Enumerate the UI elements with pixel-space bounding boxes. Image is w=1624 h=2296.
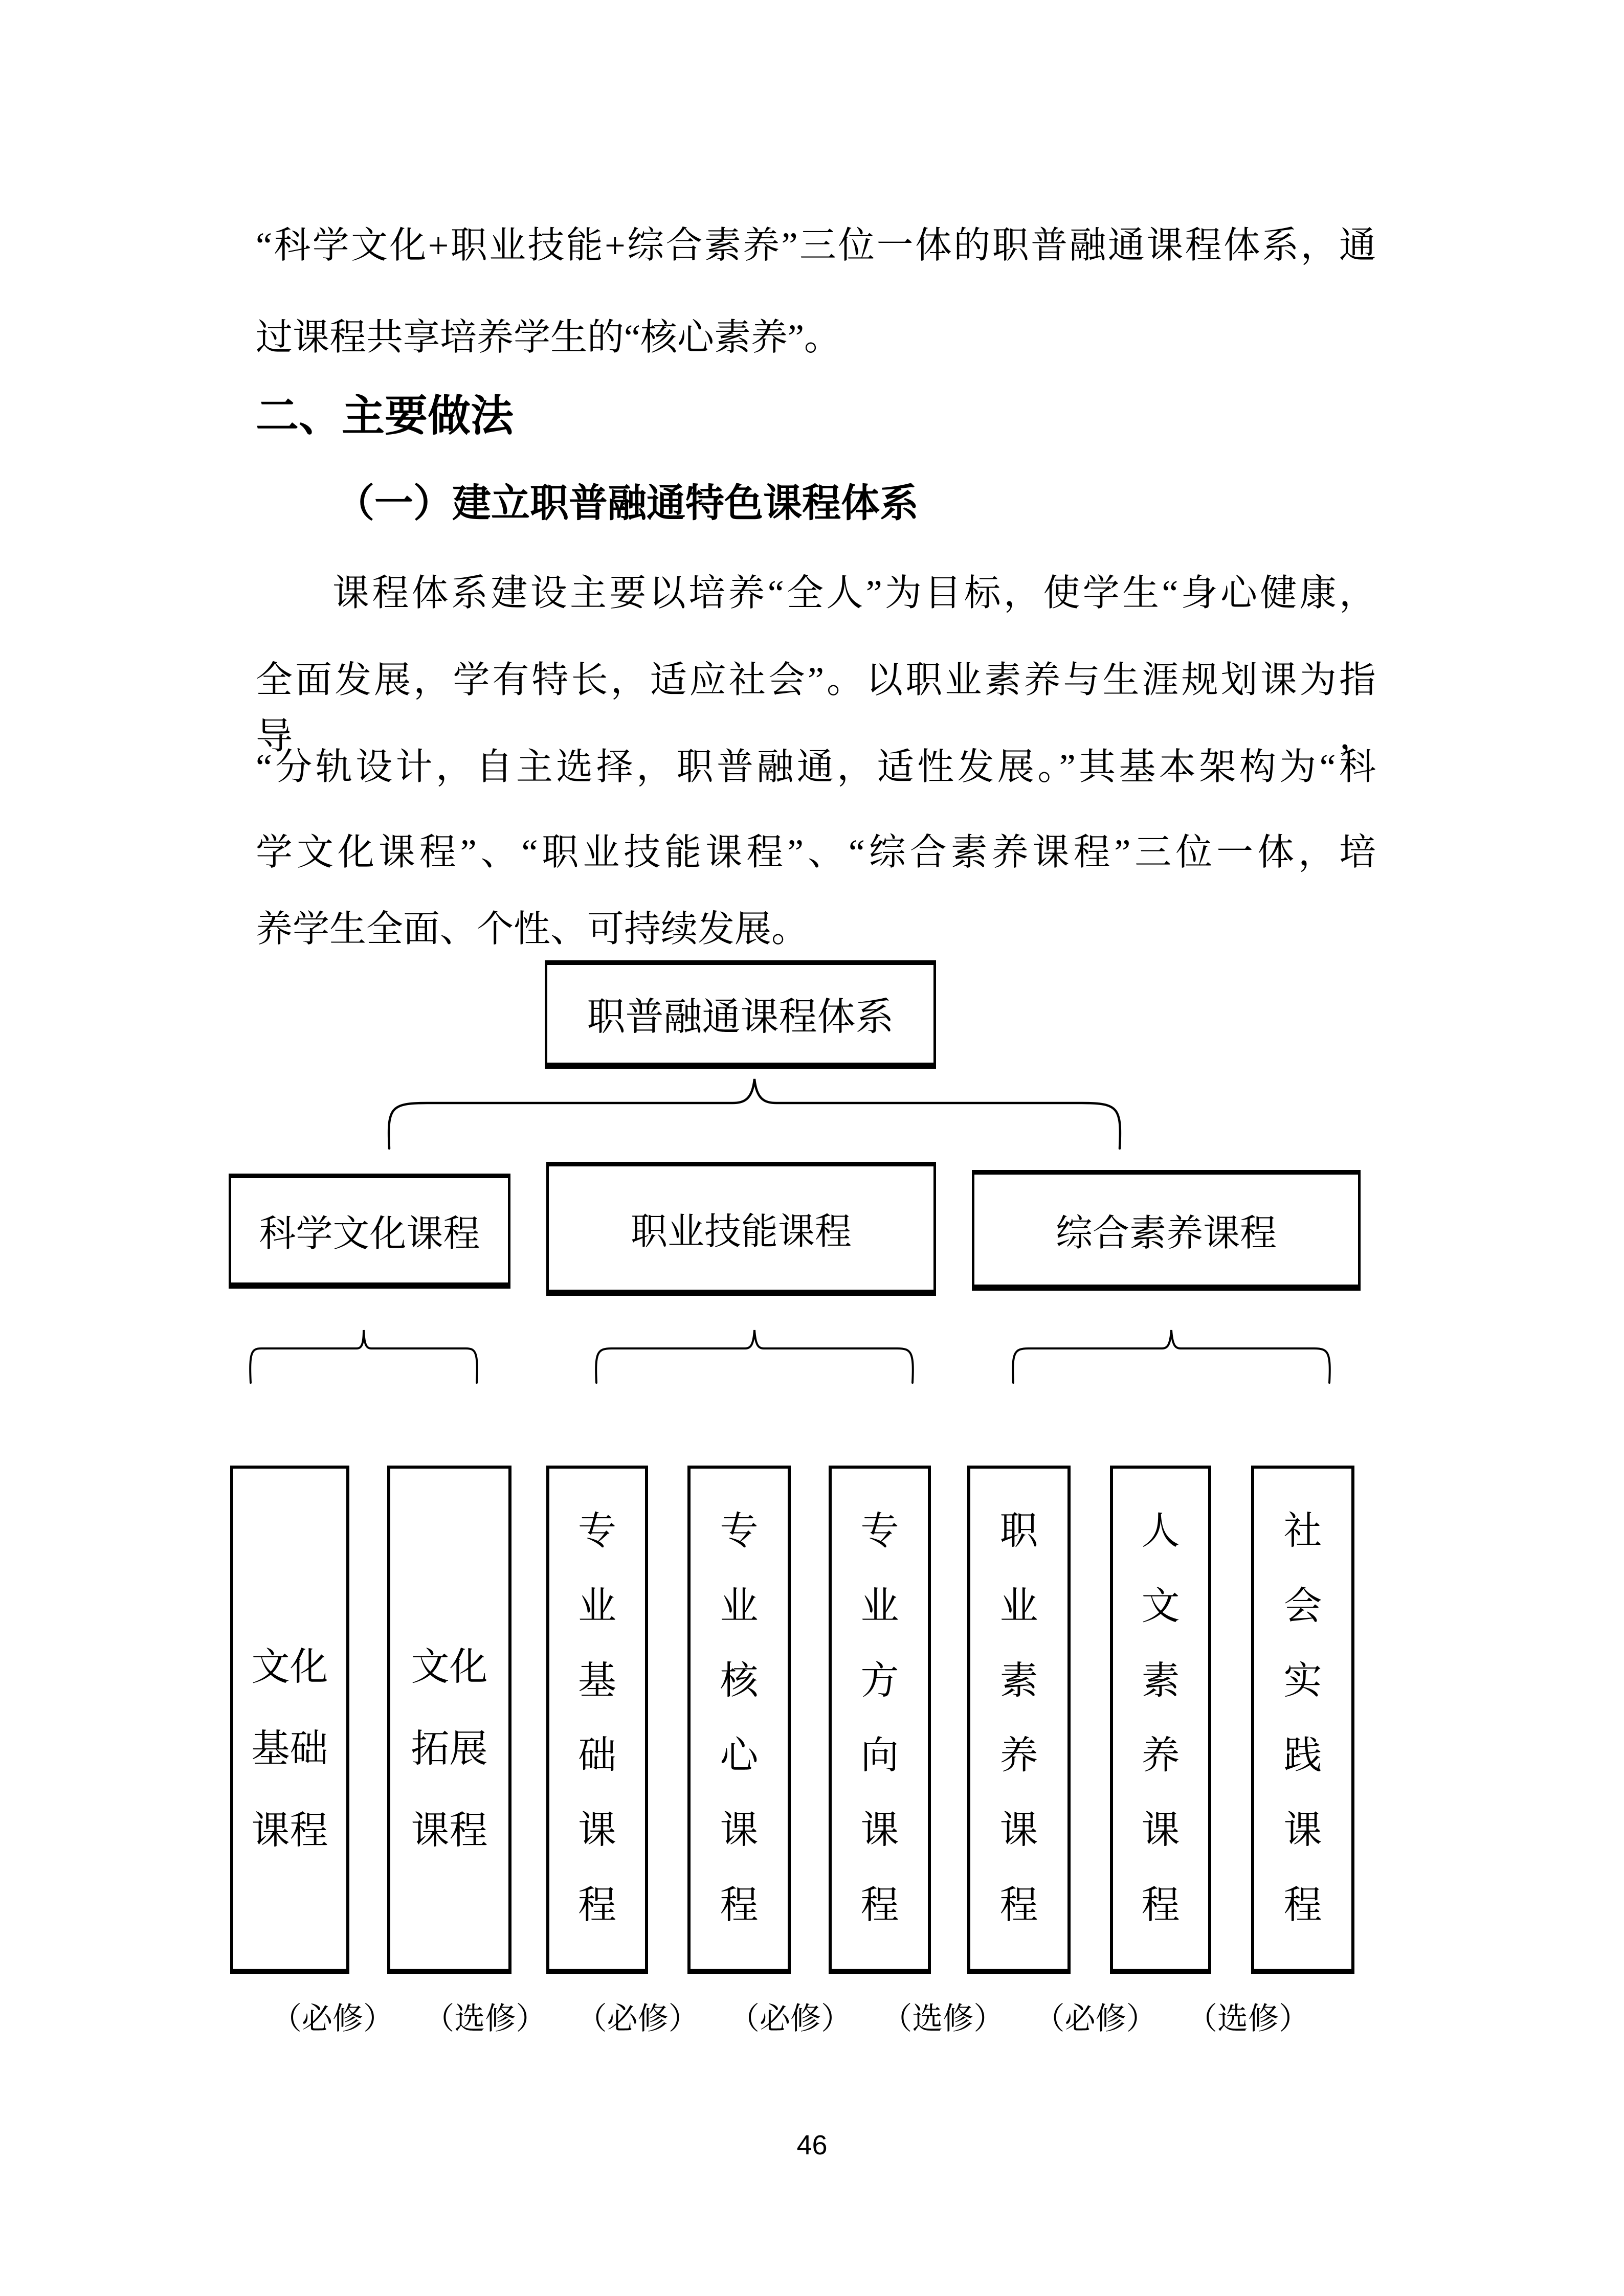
course-column	[829, 1466, 931, 1974]
column-text-line: 础	[577, 1735, 616, 1777]
course-column	[967, 1466, 1071, 1974]
course-tag: （必修）	[271, 2002, 394, 2036]
column-text-line: 文化	[251, 1646, 328, 1689]
column-text-line: 践	[1283, 1735, 1322, 1777]
course-tag: （选修）	[881, 2002, 1005, 2036]
column-text-line: 程	[720, 1884, 759, 1927]
column-text-line: 会	[1283, 1585, 1322, 1628]
course-column	[1251, 1466, 1354, 1974]
course-tag: （必修）	[1034, 2002, 1157, 2036]
column-text-line: 课	[860, 1809, 899, 1852]
course-column	[387, 1466, 511, 1974]
course-tag: （选修）	[424, 2002, 547, 2036]
branch-box-science-culture	[229, 1174, 510, 1289]
body-line-1: “科学文化+职业技能+综合素养”三位一体的职普融通课程体系，通	[256, 225, 1376, 266]
column-text-line: 程	[860, 1884, 899, 1927]
branch-brace-icon	[594, 1329, 915, 1384]
paragraph-line: 养学生全面、个性、可持续发展。	[256, 909, 809, 950]
paragraph-line: 课程体系建设主要以培养“全人”为目标，使学生“身心健康，	[332, 573, 1376, 614]
column-text-line: 养	[999, 1735, 1038, 1777]
column-text-line: 程	[999, 1884, 1038, 1927]
column-text-line: 专	[720, 1510, 759, 1553]
column-text-line: 课	[1141, 1809, 1180, 1852]
column-text-line: 课程	[411, 1810, 488, 1852]
paragraph-line: “分轨设计，自主选择，职普融通，适性发展。”其基本架构为“科	[256, 747, 1376, 787]
column-text-line: 程	[1283, 1884, 1322, 1927]
column-text-line: 养	[1141, 1735, 1180, 1777]
diagram-root-label: 职普融通课程体系	[587, 996, 894, 1039]
column-text-line: 实	[1283, 1659, 1322, 1702]
diagram-root-box	[545, 960, 936, 1069]
course-tag: （必修）	[576, 2002, 699, 2036]
column-text-line: 人	[1141, 1510, 1180, 1553]
column-text-line: 课	[577, 1809, 616, 1852]
course-column	[230, 1466, 349, 1974]
course-column	[546, 1466, 648, 1974]
column-text-line: 拓展	[411, 1728, 488, 1770]
page-number: 46	[796, 2130, 828, 2160]
column-text-line: 业	[860, 1585, 899, 1628]
section-heading: 二、主要做法	[256, 393, 514, 440]
column-text-line: 业	[999, 1585, 1038, 1628]
branch-brace-icon	[1011, 1329, 1332, 1384]
column-text-line: 核	[720, 1659, 759, 1702]
column-text-line: 素	[999, 1659, 1038, 1702]
branch-label: 综合素养课程	[1055, 1212, 1277, 1254]
column-text-line: 基	[577, 1659, 616, 1702]
root-brace-icon	[386, 1077, 1123, 1150]
column-text-line: 文化	[411, 1646, 488, 1689]
column-text-line: 课	[1283, 1809, 1322, 1852]
course-column	[1110, 1466, 1211, 1974]
column-text-line: 课	[999, 1809, 1038, 1852]
branch-label: 科学文化课程	[259, 1213, 480, 1254]
course-tags-row	[271, 1997, 1309, 2041]
column-text-line: 业	[577, 1585, 616, 1628]
body-line-2: 过课程共享培养学生的“核心素养”。	[256, 317, 841, 358]
column-text-line: 向	[860, 1735, 899, 1777]
column-text-line: 专	[577, 1510, 616, 1553]
branch-label: 职业技能课程	[630, 1211, 852, 1252]
branch-brace-icon	[248, 1329, 479, 1384]
column-text-line: 基础	[251, 1728, 328, 1770]
column-text-line: 职	[999, 1510, 1038, 1553]
column-text-line: 课程	[251, 1810, 328, 1852]
paragraph-line: 学文化课程”、“职业技能课程”、“综合素养课程”三位一体，培	[256, 832, 1376, 873]
column-text-line: 程	[1141, 1884, 1180, 1927]
branch-box-vocational-skill	[546, 1162, 936, 1296]
column-text-line: 程	[577, 1884, 616, 1927]
column-text-line: 心	[720, 1735, 759, 1777]
subsection-heading: （一）建立职普融通特色课程体系	[336, 482, 919, 525]
column-text-line: 课	[720, 1809, 759, 1852]
course-tag: （必修）	[728, 2002, 852, 2036]
branch-box-comprehensive-quality	[972, 1170, 1361, 1291]
column-text-line: 业	[720, 1585, 759, 1628]
column-text-line: 专	[860, 1510, 899, 1553]
column-text-line: 社	[1283, 1510, 1322, 1553]
column-text-line: 文	[1141, 1585, 1180, 1628]
column-text-line: 方	[860, 1659, 899, 1702]
course-tag: （选修）	[1186, 2002, 1309, 2036]
column-text-line: 素	[1141, 1659, 1180, 1702]
paragraph-line: 全面发展，学有特长，适应社会”。以职业素养与生涯规划课为指导，	[256, 660, 1376, 757]
course-column	[687, 1466, 791, 1974]
